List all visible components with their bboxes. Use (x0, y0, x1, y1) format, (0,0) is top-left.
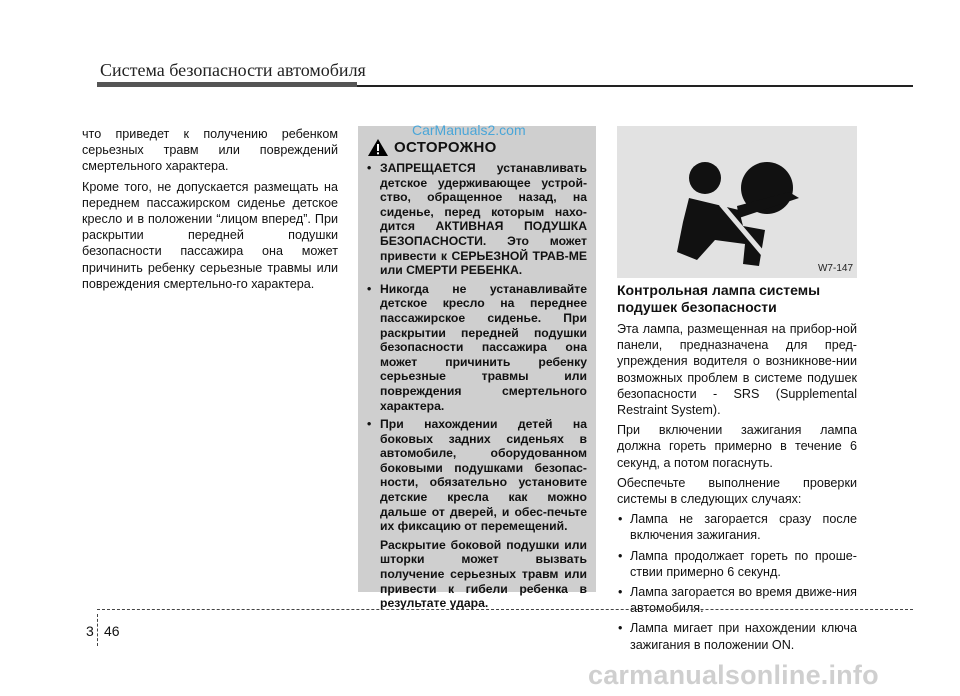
figure-code: W7-147 (817, 263, 853, 274)
watermark-top: CarManuals2.com (412, 122, 526, 138)
page-number-separator (97, 614, 98, 646)
watermark-bottom: carmanualsonline.info (588, 660, 879, 690)
list-item: • Лампа загорается во время движе-ния автомобиля. (617, 584, 857, 616)
list-item: • Лампа не загорается сразу после включения зажигания. (617, 511, 857, 543)
header-rule-thick (97, 82, 357, 87)
right-paragraph: При включении зажигания лампа должна гореть примерно в течение 6 секунд, а потом погаснуть. (617, 423, 857, 470)
airbag-warning-icon (617, 126, 857, 278)
left-paragraph: что приведет к получению ребенком серьезных травм или повреждений смертельного характера. (82, 127, 338, 174)
left-paragraph: Кроме того, не допускается размещать на переднем пассажирском сиденье детское кресло и в положении “лицом вперед”. При раскрытии передней подушки безопасности пассажира она может причинить ребенку серьезные травмы или повреждения смертельно-го характера. (82, 179, 338, 291)
list-item: • Лампа продолжает гореть по проше-ствии примерно 6 секунд. (617, 548, 857, 580)
warning-extra-paragraph: Раскрытие боковой подушки или шторки может вызвать получение серьезных травм или привести к гибели ребенка в результате удара. (380, 537, 587, 611)
page-number: 46 (104, 623, 120, 639)
airbag-figure (617, 126, 857, 278)
warning-list (367, 161, 587, 534)
right-paragraph: Обеспечьте выполнение проверки системы в следующих случаях: (617, 475, 857, 507)
page-header-title: Система безопасности автомобиля (100, 60, 366, 80)
footer-rule (97, 609, 913, 610)
warning-triangle-icon (367, 138, 389, 157)
right-paragraph: Эта лампа, размещенная на прибор-ной панели, предназначена для пред-упреждения водителя о возникнове-нии возможных проблем в системе подушек безопасности - SRS (Supplemental Restraint System). (617, 322, 857, 418)
left-column (82, 126, 338, 296)
warning-title: ОСТОРОЖНО (394, 139, 497, 156)
warning-item: • При нахождении детей на боковых задних сиденьях в автомобиле, оборудованном боковыми подушками безопас-ности, обязательно установите детские кресла как можно дальше от дверей, и обес-печьте их фиксацию от перемещений. (367, 417, 587, 534)
list-item: • Лампа мигает при нахождении ключа зажигания в положении ON. (617, 620, 857, 652)
header-rule-thin (357, 85, 913, 87)
right-column (617, 282, 857, 657)
chapter-number: 3 (86, 623, 94, 639)
warning-item: • Никогда не устанавливайте детское кресло на переднее пассажирское сиденье. При раскрытии передней подушки безопасности пассажира она может причинить ребенку серьезные травмы или повреждения смертельного характера. (367, 282, 587, 413)
warning-header (367, 138, 587, 157)
warning-item: • ЗАПРЕЩАЕТСЯ устанавливать детское удерживающее устрой-ство, обращенное назад, на сиденье, перед которым нахо-дится АКТИВНАЯ ПОДУШКА БЕЗОПАСНОСТИ. Это может привести к СЕРЬЕЗНОЙ ТРАВ-МЕ или СМЕРТИ РЕБЕНКА. (367, 161, 587, 278)
check-conditions-list (617, 511, 857, 653)
section-title: Контрольная лампа системы подушек безопасности (617, 282, 821, 315)
warning-box (358, 126, 596, 611)
